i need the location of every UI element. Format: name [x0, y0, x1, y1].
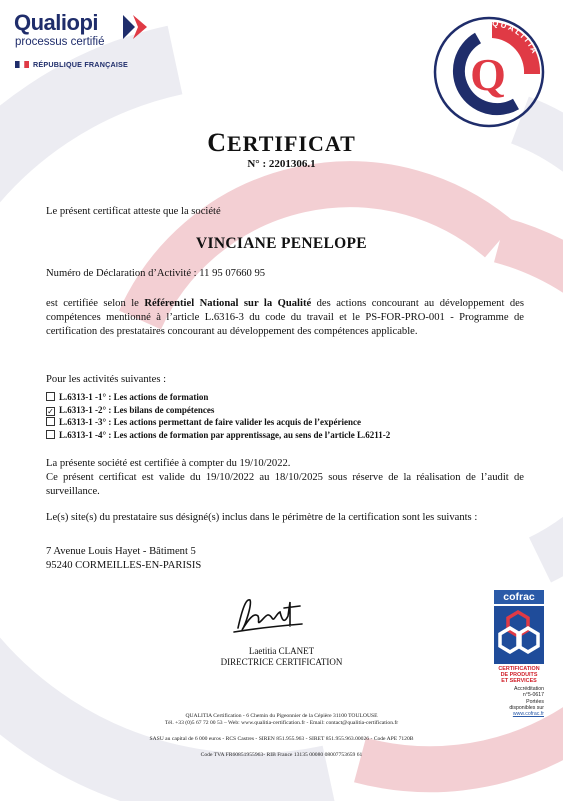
- activity-item: L.6313-1 -1° : Les actions de formation: [46, 391, 524, 404]
- french-flag-icon: [15, 61, 29, 68]
- qualitia-logo: [430, 12, 548, 130]
- republique-francaise-label: RÉPUBLIQUE FRANÇAISE: [33, 60, 129, 69]
- certificate-number: N° : 2201306.1: [247, 158, 316, 170]
- footer-address: QUALITIA Certification - 6 Chemin du Pigeonnier de la Cépière 31100 TOULOUSE: [185, 713, 378, 719]
- activities-heading: Pour les activités suivantes :: [46, 374, 167, 385]
- cofrac-wordmark: cofrac: [494, 590, 544, 604]
- intro-text: Le présent certificat atteste que la société: [46, 206, 221, 217]
- unchecked-box-icon: [46, 392, 55, 401]
- cofrac-certification-label: CERTIFICATION DE PRODUITS ET SERVICES: [498, 666, 540, 684]
- handwritten-signature: [228, 590, 308, 640]
- unchecked-box-icon: [46, 430, 55, 439]
- company-name: VINCIANE PENELOPE: [196, 235, 367, 252]
- qualitia-q-letter: Q: [470, 49, 506, 100]
- footer-contact: Tél. +33 (0)5 67 72 00 53 – Web: www.qualitia-certification.fr - Email: contact@qualitia-certification.fr: [164, 720, 399, 726]
- qualiopi-logo: [14, 10, 174, 72]
- declaration-number: Numéro de Déclaration d’Activité : 11 95 07660 95: [46, 268, 266, 279]
- activities-list: [46, 391, 524, 441]
- activity-item: L.6313-1 -3° : Les actions permettant de faire valider les acquis de l’expérience: [46, 416, 524, 429]
- activity-item: ✓ L.6313-1 -2° : Les bilans de compétences: [47, 404, 215, 416]
- sites-text: Le(s) site(s) du prestataire sus désigné(s) inclus dans le périmètre de la certification sont les suivants :: [46, 512, 478, 523]
- certified-from: La présente société est certifiée à compter du 19/10/2022.: [46, 458, 291, 469]
- referentiel-name: Référentiel National sur la Qualité: [144, 298, 312, 309]
- signatory-name: Laetitia CLANET: [248, 646, 315, 656]
- signatory-title: DIRECTRICE CERTIFICATION: [220, 657, 343, 667]
- site-address: [46, 545, 201, 573]
- certification-statement: est certifiée selon le Référentiel National sur la Qualité des actions concourant au développement des compétences mentionné à l’article L.6316-3 du code du travail et le PS-FOR-PRO-001 - Programme de certification des prestataires concourant au développement des compétences applicable.: [46, 298, 524, 337]
- address-line-2: 95240 CORMEILLES-EN-PARISIS: [46, 560, 202, 571]
- address-line-1: 7 Avenue Louis Hayet - Bâtiment 5: [46, 546, 196, 557]
- footer-bank: Code TVA FR60851955963- RIB France 13135 00080 08007753659 61: [200, 752, 363, 758]
- qualiopi-subtitle: processus certifié: [15, 36, 105, 48]
- unchecked-box-icon: [46, 417, 55, 426]
- cofrac-emblem: [494, 606, 544, 664]
- certificate-title: CERTIFICAT: [207, 128, 356, 157]
- qualitia-wordmark: QUALITIA: [491, 18, 540, 57]
- footer: [0, 713, 563, 759]
- cofrac-hexagon-icon: [494, 606, 544, 664]
- validity-period: Ce présent certificat est valide du 19/10/2022 au 18/10/2025 sous réserve de la réalisation de l’audit de surveillance.: [46, 472, 524, 497]
- checked-box-icon: ✓: [47, 406, 54, 416]
- footer-legal: SASU au capital de 6 000 euros - RCS Castres - SIREN 851.955.963 - SIRET 851.955.963.00026 - Code APE 7120B: [149, 736, 414, 742]
- cofrac-logo: [494, 590, 544, 717]
- qualiopi-wordmark: Qualiopi: [14, 10, 98, 35]
- cofrac-accreditation: Accréditation n°5-0617 Portées disponibles sur www.cofrac.fr: [494, 686, 544, 717]
- activity-item: L.6313-1 -4° : Les actions de formation par apprentissage, au sens de l’article L.6211-2: [46, 429, 524, 442]
- qualiopi-arrow-icon: [121, 14, 159, 40]
- signatory-block: [0, 646, 563, 668]
- validity-text: [46, 457, 524, 499]
- cofrac-link[interactable]: www.cofrac.fr: [512, 711, 544, 718]
